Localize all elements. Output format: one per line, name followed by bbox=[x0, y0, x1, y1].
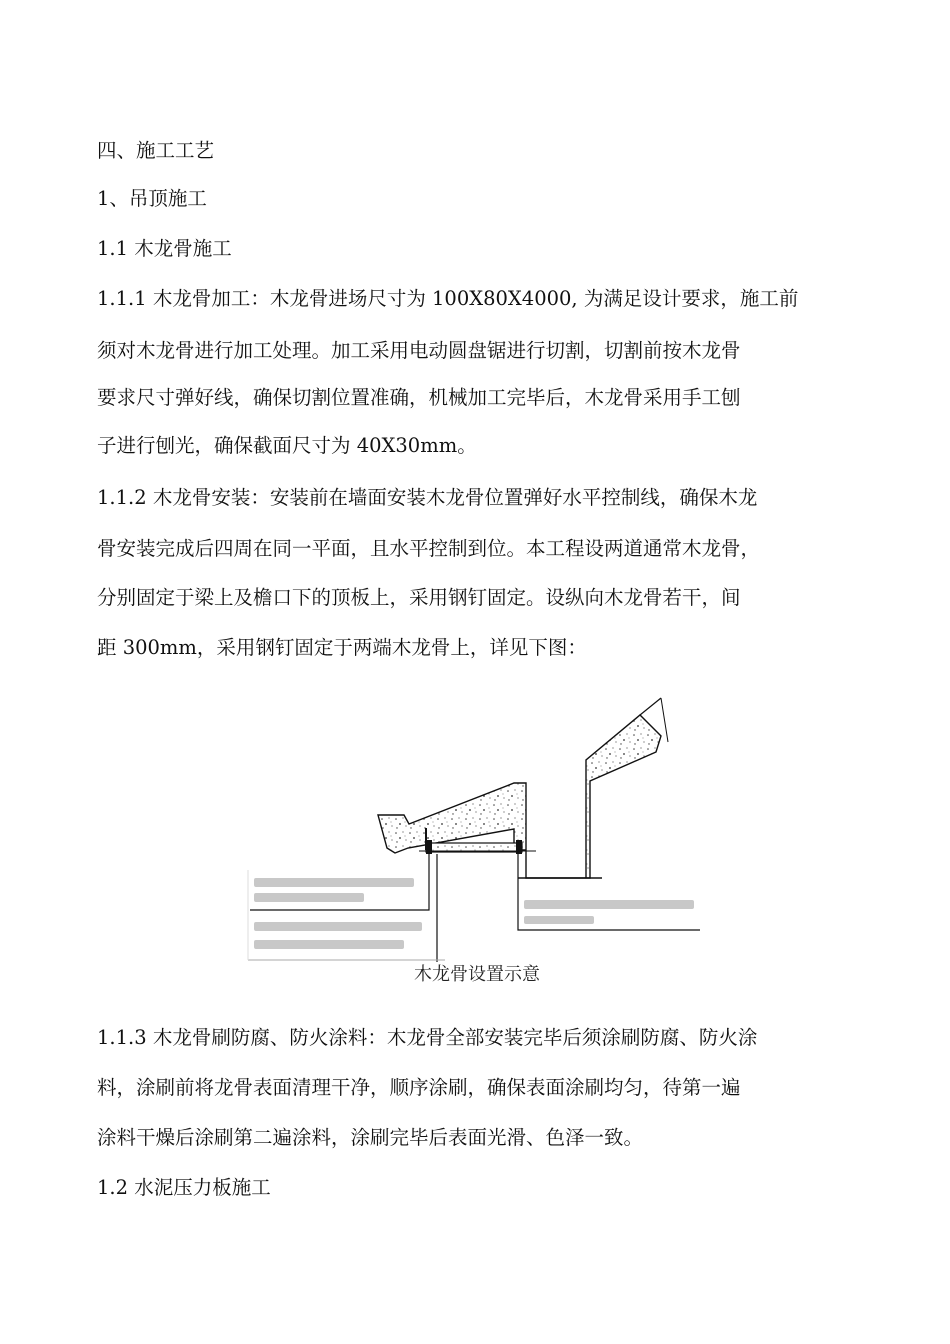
end-joist-right-icon bbox=[516, 840, 522, 854]
subsubsection-heading: 1.1 木龙骨施工 bbox=[97, 237, 232, 260]
paragraph-line: 料，涂刷前将龙骨表面清理干净，顺序涂刷，确保表面涂刷均匀，待第一遍 bbox=[97, 1076, 741, 1099]
ceiling-joist-diagram bbox=[240, 690, 710, 995]
subsubsection-heading: 1.2 水泥压力板施工 bbox=[97, 1176, 271, 1199]
paragraph-line: 涂料干燥后涂刷第二遍涂料，涂刷完毕后表面光滑、色泽一致。 bbox=[97, 1126, 644, 1149]
paragraph-line: 1.1.1 木龙骨加工：木龙骨进场尺寸为 100X80X4000, 为满足设计要求，施工前 bbox=[97, 287, 799, 310]
section-heading: 四、施工工艺 bbox=[97, 139, 215, 162]
paragraph-line: 距 300mm，采用钢钉固定于两端木龙骨上，详见下图： bbox=[97, 636, 587, 659]
paragraph-line: 须对木龙骨进行加工处理。加工采用电动圆盘锯进行切割，切割前按木龙骨 bbox=[97, 339, 741, 362]
subsection-heading: 1、吊顶施工 bbox=[97, 187, 207, 210]
paragraph-line: 分别固定于梁上及檐口下的顶板上，采用钢钉固定。设纵向木龙骨若干，间 bbox=[97, 586, 741, 609]
paragraph-line: 子进行刨光，确保截面尺寸为 40X30mm。 bbox=[97, 434, 477, 457]
paragraph-line: 骨安装完成后四周在同一平面，且水平控制到位。本工程设两道通常木龙骨， bbox=[97, 537, 761, 560]
paragraph-line: 要求尺寸弹好线，确保切割位置准确，机械加工完毕后，木龙骨采用手工刨 bbox=[97, 386, 741, 409]
paragraph-line: 1.1.2 木龙骨安装：安装前在墙面安装木龙骨位置弹好水平控制线，确保木龙 bbox=[97, 486, 758, 509]
paragraph-line: 1.1.3 木龙骨刷防腐、防火涂料：木龙骨全部安装完毕后须涂刷防腐、防火涂 bbox=[97, 1026, 758, 1049]
figure-caption: 木龙骨设置示意 bbox=[414, 964, 540, 985]
